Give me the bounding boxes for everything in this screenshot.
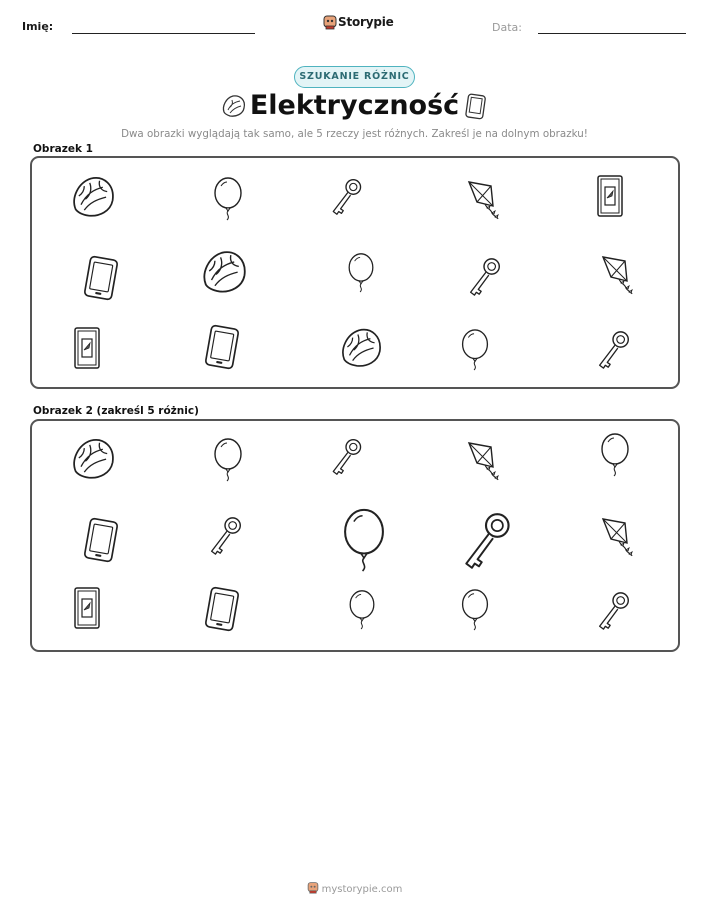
rock-icon xyxy=(338,324,384,370)
key-icon xyxy=(204,513,246,559)
tablet-decoration-icon xyxy=(464,93,488,121)
picture2-label: Obrazek 2 (zakreśl 5 różnic) xyxy=(33,405,199,417)
tablet-icon xyxy=(78,255,124,301)
name-line[interactable] xyxy=(72,33,255,34)
brand-name: Storypie xyxy=(338,15,394,29)
balloon-icon xyxy=(454,585,496,633)
tablet-icon xyxy=(78,517,124,563)
kite-icon xyxy=(593,248,637,298)
rock-icon xyxy=(199,246,249,296)
picture1-label: Obrazek 1 xyxy=(33,143,93,155)
switch-icon xyxy=(588,173,632,219)
balloon-icon xyxy=(206,434,250,484)
rock-decoration-icon xyxy=(220,92,248,120)
storypie-mascot-icon xyxy=(307,881,319,894)
key-icon xyxy=(326,175,366,219)
switch-icon xyxy=(65,585,109,631)
switch-icon xyxy=(65,325,109,371)
key-icon xyxy=(463,254,505,300)
activity-badge: SZUKANIE RÓŻNIC xyxy=(294,66,415,88)
tablet-icon xyxy=(199,324,245,370)
date-label: Data: xyxy=(492,21,522,34)
instructions: Dwa obrazki wyglądają tak samo, ale 5 rzeczy jest różnych. Zakreśl je na dolnym obrazku! xyxy=(121,128,588,140)
key-icon xyxy=(592,327,634,373)
key-icon xyxy=(455,507,517,575)
balloon-icon xyxy=(206,173,250,223)
balloon-icon xyxy=(593,431,637,477)
key-icon xyxy=(326,435,366,479)
rock-icon xyxy=(69,434,117,482)
footer-url: mystorypie.com xyxy=(321,884,403,895)
key-icon xyxy=(592,588,634,634)
kite-icon xyxy=(459,434,503,484)
page-title: Elektryczność xyxy=(249,90,460,121)
kite-icon xyxy=(593,510,637,560)
balloon-icon xyxy=(342,586,382,632)
kite-icon xyxy=(459,173,503,223)
balloon-icon xyxy=(341,248,381,296)
rock-icon xyxy=(69,172,117,220)
storypie-mascot-icon xyxy=(323,14,337,30)
balloon-icon xyxy=(454,325,496,373)
balloon-icon xyxy=(332,500,396,578)
date-line[interactable] xyxy=(538,33,686,34)
footer xyxy=(0,881,709,895)
name-label: Imię: xyxy=(22,20,54,33)
brand-logo xyxy=(323,13,393,31)
tablet-icon xyxy=(199,586,245,632)
